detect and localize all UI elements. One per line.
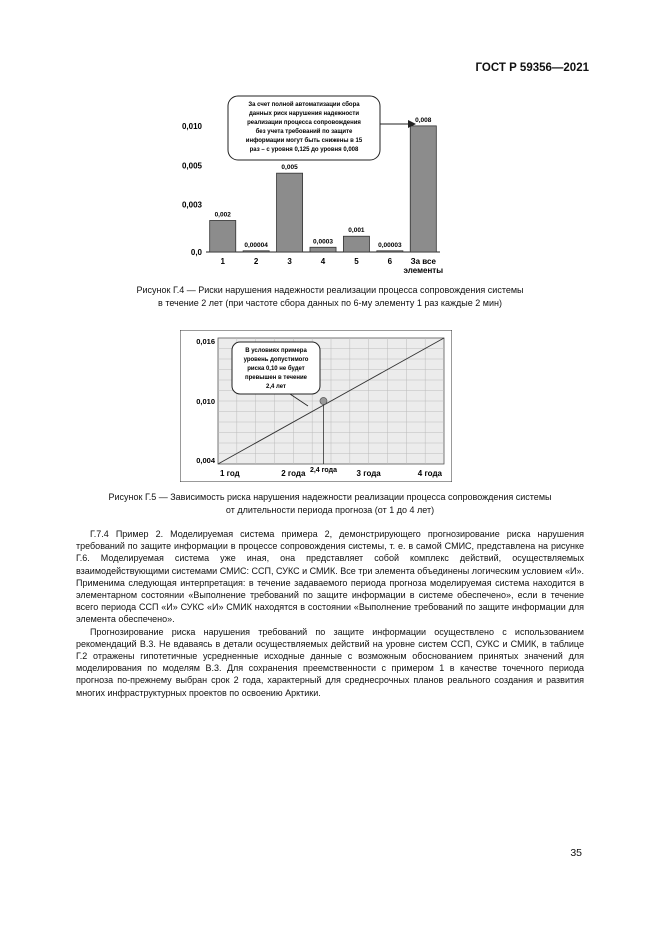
y-tick-label: 0,004 [196,456,215,465]
bar [243,251,269,252]
bar [410,126,436,252]
y-tick-label: 0,005 [181,161,202,171]
line-chart-g5 [180,330,452,482]
marker-label: 2,4 года [309,467,337,474]
paragraph-forecast: Прогнозирование риска нарушения требований по защите информации осуществлено с использованием рекомендаций В.3. Не вдаваясь в детали осуществляемых действий на уровне систем ССП, СУКС и СМИК, в таблице Г.2 отражены гипотетичные усредненные исходные данные с возможным обоснованием принятых значений для моделирования по моделям В.3. Для сохранения преемственности с примером 1 в качестве точечного периода прогноза по-прежнему выбран срок 2 года, характерный для среднесрочных планов реального создания и развития многих инфраструктурных проектов по освоению Арктики. [76,626,584,698]
bar-value-label: 0,001 [348,227,365,235]
bar [310,247,336,252]
x-tick-label: 4 года [417,469,442,478]
callout-box-g5 [232,342,320,394]
x-tick-label: 1 год [220,469,240,478]
y-tick-label: 0,0 [190,248,202,257]
bar [210,220,236,252]
x-tick-label: 3 года [356,469,381,478]
bar-value-label: 0,002 [214,211,231,219]
x-tick-label: 1 [220,257,225,266]
x-tick-label: 6 [387,257,393,266]
x-tick-label: 2 года [281,469,306,478]
figure-g5-caption [60,491,600,517]
bar-value-label: 0,005 [281,164,298,172]
y-tick-label: 0,010 [181,121,202,131]
x-tick-label: 5 [354,257,359,266]
y-tick-label: 0,010 [196,397,215,406]
figure-g4-caption-line2: в течение 2 лет (при частоте сбора данных по 6-му элементу 1 раз каждые 2 мин) [158,298,502,308]
bar-value-label: 0,0003 [313,238,333,246]
figure-g5-caption-line2: от длительности периода прогноза (от 1 до 4 лет) [225,505,435,515]
bar [343,236,369,252]
x-tick-label: 3 [287,257,292,266]
figure-g4-caption [60,284,600,310]
bar-value-label: 0,008 [415,116,432,124]
bar-chart-g4 [170,88,460,280]
bar-value-label: 0,00003 [378,241,402,249]
threshold-marker [320,398,327,405]
callout-box-g4 [228,96,380,160]
figure-g5-caption-line1: Рисунок Г.5 — Зависимость риска нарушения надежности реализации процесса сопровождения системы [108,492,552,502]
callout-text: За счет полной автоматизации сбора данных риск нарушения надежности реализации процесса сопровождения без учета требований по защите информации могут быть снижены в 15 раз – с уровня 0,125 до уровня 0,008 [245,102,363,153]
x-tick-label: 4 [320,257,326,266]
document-header: ГОСТ Р 59356—2021 [475,62,589,74]
bar [377,251,403,252]
y-tick-label: 0,003 [181,200,202,210]
paragraph-g74: Г.7.4 Пример 2. Моделируемая система примера 2, демонстрирующего прогнозирование риска нарушения требований по защите информации в процессе сопровождения системы, т. е. в самой СМИС, представлена на рисунке Г.6. Моделируемая система уже иная, она представляет собой комплекс действий, осуществляемых взаимодействующими системами СМИС: ССП, СУКС и СМИК. Все три элемента объединены логическим условием «И». Применима следующая интерпретация: в течение задаваемого периода прогноза моделируемая система находится в элементарном состоянии «Выполнение требований по защите информации в системе обеспечено», если в течение всего периода ССП «И» СУКС «И» СМИК находятся в состоянии «Выполнение требований по защите информации для элемента обеспечено». [76,529,584,625]
x-tick-label: 2 [253,257,259,266]
bar-value-label: 0,00004 [244,241,268,249]
x-tick-label: За все элементы [403,257,444,275]
callout-text: В условиях примера уровень допустимого риска 0,10 не будет превышен в течение 2,4 лет [243,348,309,390]
page-number: 35 [570,847,582,859]
y-tick-label: 0,016 [196,337,215,346]
figure-g4-caption-line1: Рисунок Г.4 — Риски нарушения надежности реализации процесса сопровождения системы [136,285,524,295]
body-text [76,528,584,699]
bar [277,173,303,252]
